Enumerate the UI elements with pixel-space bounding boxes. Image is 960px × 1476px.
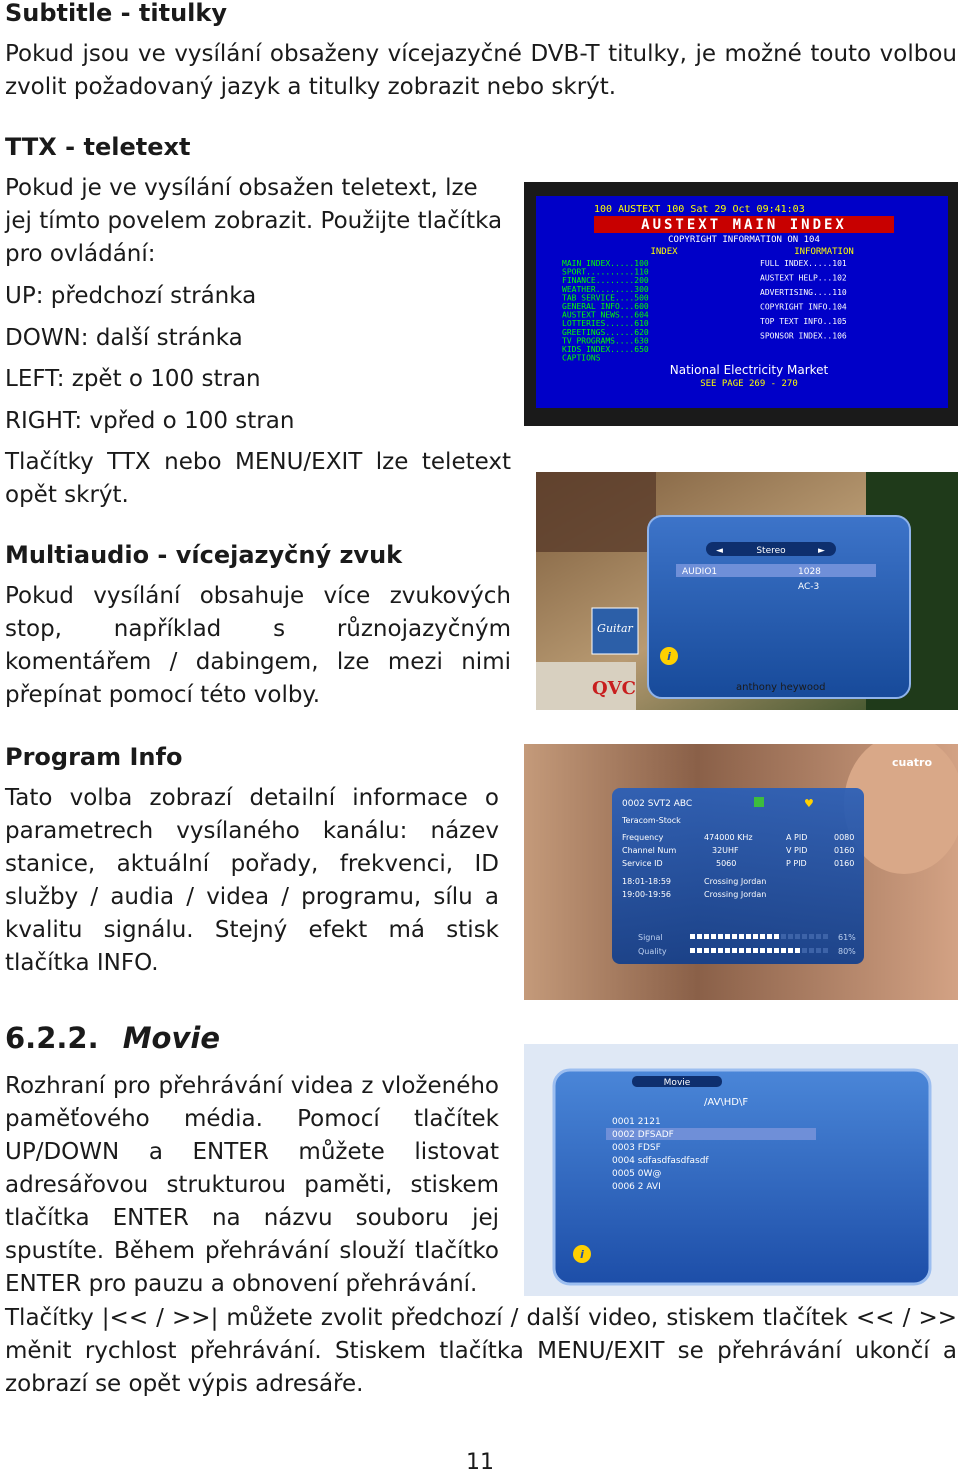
mode-left-arrow-icon[interactable]: ◄ — [716, 546, 723, 556]
program-info-screenshot — [524, 744, 958, 1000]
multiaudio-screen — [536, 472, 958, 710]
signal-meter-dot — [725, 934, 730, 939]
movie-file-name: 0003 FDSF — [612, 1143, 661, 1153]
ttx-intro: Pokud je ve vysílání obsažen teletext, lze jej tímto povelem zobrazit. Použijte tlačítka pro ovládání: — [5, 175, 503, 267]
qvc-logo: QVC — [592, 678, 636, 699]
info-provider: Teracom-Stock — [622, 816, 681, 825]
movie-file-name: 0004 sdfasdfasdfasdf — [612, 1156, 709, 1166]
signal-meter-dot — [697, 934, 702, 939]
quality-label: Quality — [638, 947, 667, 956]
quality-meter-dot — [704, 948, 709, 953]
teletext-left-item: WEATHER........300 — [562, 284, 649, 294]
teletext-left-item: GREETINGS......620 — [562, 327, 649, 337]
movie-info-icon-glyph: i — [580, 1248, 584, 1261]
teletext-footer: National Electricity Market — [669, 363, 829, 377]
quality-meter-dot — [732, 948, 737, 953]
audio-track-pid: 1028 — [798, 567, 821, 577]
movie-file-name: 0005 0W@ — [612, 1169, 662, 1179]
signal-meter-dot — [802, 934, 807, 939]
movie-path: /AV\HD\F — [704, 1097, 749, 1108]
program-info-screen — [524, 744, 958, 1000]
favorite-icon: ♥ — [804, 797, 814, 810]
page-number: 11 — [466, 1450, 494, 1475]
info-icon-glyph: i — [667, 650, 671, 663]
teletext-left-item: CAPTIONS — [562, 353, 601, 363]
teletext-left-item: SPORT..........110 — [562, 267, 649, 277]
signal-meter-dot — [690, 934, 695, 939]
signal-meter-dot — [781, 934, 786, 939]
teletext-right-item: TOP TEXT INFO..105 — [760, 317, 847, 326]
teletext-right-item: ADVERTISING....110 — [760, 288, 847, 297]
teletext-col-left: INDEX — [650, 247, 678, 257]
signal-meter-dot — [767, 934, 772, 939]
program-info-heading: Program Info — [5, 743, 183, 771]
svg-text:0080: 0080 — [834, 833, 855, 842]
ttx-outro: Tlačítky TTX nebo MENU/EXIT lze teletext opět skrýt. — [5, 449, 511, 508]
lock-icon — [754, 797, 764, 807]
svg-text:474000 KHz: 474000 KHz — [704, 833, 753, 842]
movie-body: Rozhraní pro přehrávání videa z vloženého paměťového média. Pomocí tlačítek UP/DOWN a ENTER můžete listovat adresářovou strukturou paměti, stiskem tlačítka ENTER na názvu souboru jej spustíte. Během přehrávání slouží tlačítko ENTER pro pauzu a obnovení přehrávání. — [5, 1073, 499, 1297]
movie-screenshot — [524, 1044, 958, 1296]
movie-section-number: 6.2.2. — [5, 1021, 99, 1055]
signal-meter-dot — [718, 934, 723, 939]
quality-meter-dot — [795, 948, 800, 953]
movie-file-name: 0002 DFSADF — [612, 1130, 674, 1140]
quality-meter-dot — [746, 948, 751, 953]
svg-text:18:01-18:59: 18:01-18:59 — [622, 877, 671, 886]
signal-meter-dot — [809, 934, 814, 939]
quality-meter-dot — [809, 948, 814, 953]
movie-body-2: Tlačítky |<< / >>| můžete zvolit předchozí / další video, stiskem tlačítek << / >> měnit rychlost přehrávání. Stiskem tlačítka MENU/EXIT se přehrávání ukončí a zobrazí se opět výpis adresáře. — [5, 1305, 957, 1397]
svg-text:19:00-19:56: 19:00-19:56 — [622, 890, 671, 899]
signal-meter-dot — [795, 934, 800, 939]
mode-right-arrow-icon[interactable]: ► — [818, 546, 825, 556]
svg-text:Crossing Jordan: Crossing Jordan — [704, 890, 767, 899]
svg-text:Crossing Jordan: Crossing Jordan — [704, 877, 767, 886]
quality-meter-dot — [753, 948, 758, 953]
presenter-name: anthony heywood — [736, 682, 826, 693]
teletext-right-item: COPYRIGHT INFO.104 — [760, 302, 847, 312]
cuatro-logo: cuatro — [891, 756, 932, 769]
teletext-screen — [524, 182, 958, 426]
teletext-screenshot — [524, 182, 958, 426]
quality-meter-dot — [802, 948, 807, 953]
svg-text:0160: 0160 — [834, 859, 855, 868]
teletext-top-line: 100 AUSTEXT 100 Sat 29 Oct 09:41:03 — [594, 204, 805, 215]
multiaudio-body: Pokud vysílání obsahuje více zvukových stop, například s různojazyčným komentářem / dabingem, lze mezi nimi přepínat pomocí této volby. — [5, 583, 511, 708]
quality-value: 80% — [838, 947, 856, 956]
signal-meter-dot — [704, 934, 709, 939]
svg-text:V PID: V PID — [786, 846, 808, 855]
signal-meter-dot — [753, 934, 758, 939]
audio-codec: AC-3 — [798, 582, 820, 592]
teletext-footer-2: SEE PAGE 269 - 270 — [700, 379, 798, 389]
info-channel-name: 0002 SVT2 ABC — [622, 799, 693, 809]
guitar-magazine-title: Guitar — [597, 622, 633, 635]
multiaudio-screenshot — [536, 472, 958, 710]
ttx-control-right: RIGHT: vpřed o 100 stran — [5, 407, 295, 434]
ttx-control-left: LEFT: zpět o 100 stran — [5, 366, 261, 392]
movie-osd-title: Movie — [663, 1078, 691, 1088]
svg-text:Frequency: Frequency — [622, 833, 664, 842]
signal-meter-dot — [774, 934, 779, 939]
svg-text:Channel Num: Channel Num — [622, 846, 677, 855]
svg-text:5060: 5060 — [716, 859, 737, 868]
signal-meter-dot — [746, 934, 751, 939]
teletext-left-item: FINANCE........200 — [562, 276, 649, 286]
svg-text:32UHF: 32UHF — [712, 846, 739, 855]
movie-screen — [524, 1044, 958, 1296]
signal-meter-dot — [760, 934, 765, 939]
ttx-controls — [5, 280, 505, 438]
teletext-left-item: AUSTEXT NEWS...604 — [562, 310, 649, 320]
multiaudio-heading: Multiaudio - vícejazyčný zvuk — [5, 541, 403, 569]
signal-label: Signal — [638, 933, 663, 942]
ttx-control-up: UP: předchozí stránka — [5, 283, 257, 309]
movie-file-name: 0006 2 AVI — [612, 1182, 661, 1192]
ttx-heading: TTX - teletext — [5, 133, 191, 161]
teletext-left-item: MAIN INDEX.....100 — [562, 259, 649, 268]
svg-text:0160: 0160 — [834, 846, 855, 855]
signal-meter-dot — [816, 934, 821, 939]
signal-meter-dot — [732, 934, 737, 939]
ttx-control-down: DOWN: další stránka — [5, 324, 243, 351]
movie-file-name: 0001 2121 — [612, 1117, 661, 1127]
signal-meter-dot — [711, 934, 716, 939]
quality-meter-dot — [718, 948, 723, 953]
teletext-left-item: TV PROGRAMS....630 — [562, 336, 649, 346]
quality-meter-dot — [711, 948, 716, 953]
teletext-banner: AUSTEXT MAIN INDEX — [641, 217, 847, 233]
program-info-body: Tato volba zobrazí detailní informace o parametrech vysílaného kanálu: název stanice, aktuální pořady, frekvenci, ID služby / audia / videa / programu, sílu a kvalitu signálu. Stejný efekt má stisk tlačítka INFO. — [5, 785, 499, 976]
subtitle-heading: Subtitle - titulky — [5, 0, 227, 27]
quality-meter-dot — [767, 948, 772, 953]
movie-section-title: Movie — [122, 1021, 220, 1055]
teletext-left-item: KIDS INDEX.....650 — [562, 345, 649, 354]
quality-meter-dot — [788, 948, 793, 953]
teletext-left-item: GENERAL INFO...600 — [562, 302, 649, 311]
movie-section-heading — [5, 1020, 220, 1056]
quality-meter-dot — [823, 948, 828, 953]
signal-value: 61% — [838, 933, 856, 942]
signal-meter-dot — [823, 934, 828, 939]
quality-meter-dot — [690, 948, 695, 953]
teletext-right-item: FULL INDEX.....101 — [760, 259, 847, 268]
teletext-col-right: INFORMATION — [794, 247, 854, 257]
audio-mode-label: Stereo — [756, 546, 786, 556]
teletext-copyright: COPYRIGHT INFORMATION ON 104 — [668, 235, 820, 245]
svg-text:A PID: A PID — [786, 833, 808, 842]
subtitle-body: Pokud jsou ve vysílání obsaženy vícejazyčné DVB-T titulky, je možné touto volbou zvolit požadovaný jazyk a titulky zobrazit nebo skrýt. — [5, 41, 957, 100]
quality-meter-dot — [781, 948, 786, 953]
quality-meter-dot — [816, 948, 821, 953]
quality-meter-dot — [774, 948, 779, 953]
quality-meter-dot — [739, 948, 744, 953]
svg-text:Service ID: Service ID — [622, 859, 663, 868]
signal-meter-dot — [788, 934, 793, 939]
signal-meter-dot — [739, 934, 744, 939]
quality-meter-dot — [697, 948, 702, 953]
teletext-left-item: LOTTERIES......610 — [562, 319, 649, 329]
teletext-right-item: AUSTEXT HELP...102 — [760, 273, 847, 283]
teletext-right-item: SPONSOR INDEX..106 — [760, 331, 847, 341]
teletext-left-item: TAB SERVICE....500 — [562, 293, 649, 303]
carpet-backdrop — [536, 472, 656, 552]
svg-text:P PID: P PID — [786, 859, 807, 868]
audio-track-name: AUDIO1 — [682, 567, 718, 577]
quality-meter-dot — [725, 948, 730, 953]
quality-meter-dot — [760, 948, 765, 953]
